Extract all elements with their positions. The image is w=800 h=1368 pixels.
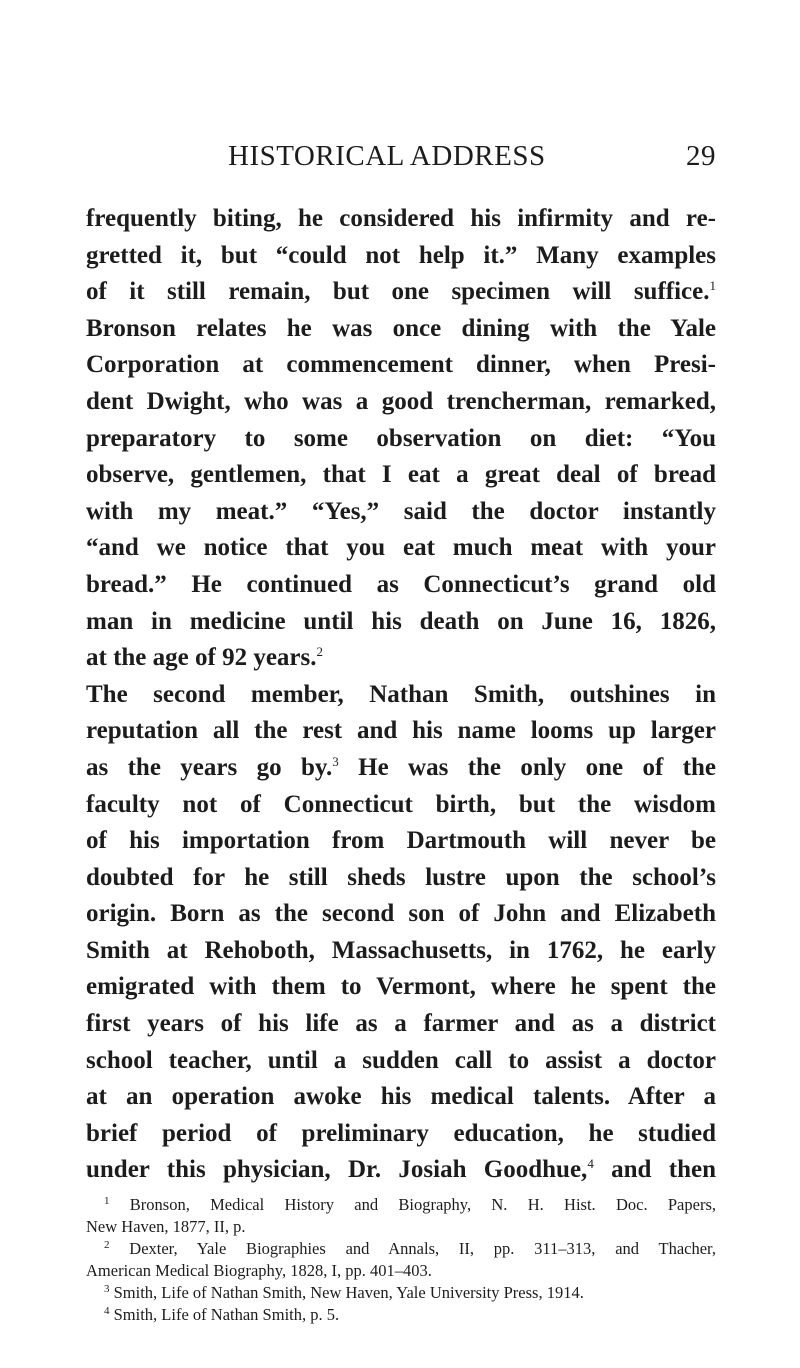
footnote-number: 1 <box>104 1195 110 1208</box>
footnote: $^4$ Smith, Life of Nathan Smith, p. 5. <box>104 1305 340 1325</box>
footnote-ref: 2 <box>316 644 323 660</box>
footnote-ref: 3 <box>332 753 339 769</box>
footnote-number: 3 <box>104 1283 110 1296</box>
footnote-continuation: New Haven, 1877, II, p. <box>86 1217 246 1237</box>
text-line: Bronson relates he was once dining with the Yale <box>86 314 716 342</box>
text-line: of his importation from Dartmouth will never be <box>86 827 716 855</box>
text-line: gretted it, but “could not help it.” Many examples <box>86 241 716 269</box>
text-line: The second member, Nathan Smith, outshines in <box>86 680 716 708</box>
footnote: $^3$ Smith, Life of Nathan Smith, New Haven, Yale University Press, 1914. <box>104 1283 584 1303</box>
text-line: Smith at Rehoboth, Massachusetts, in 1762, he early <box>86 936 716 964</box>
footnote-continuation: American Medical Biography, 1828, I, pp. 401–403. <box>86 1261 432 1281</box>
text-line: school teacher, until a sudden call to assist a doctor <box>86 1046 716 1074</box>
book-page <box>86 140 716 1326</box>
text-line: bread.” He continued as Connecticut’s grand old <box>86 570 716 598</box>
footnote-number: 2 <box>104 1239 110 1252</box>
text-line: as the years go by.$^3$ He was the only one of the <box>86 753 717 781</box>
text-line: brief period of preliminary education, he studied <box>86 1119 716 1147</box>
body-text <box>86 201 716 1189</box>
text-line: first years of his life as a farmer and as a district <box>86 1010 716 1038</box>
footnote-ref: 4 <box>587 1156 594 1172</box>
running-header <box>86 140 716 184</box>
text-line: origin. Born as the second son of John and Elizabeth <box>86 900 716 928</box>
running-title: HISTORICAL ADDRESS <box>228 140 546 172</box>
text-line: of it still remain, but one specimen will suffice.$^1$ <box>86 278 716 306</box>
text-line: man in medicine until his death on June 16, 1826, <box>86 607 716 635</box>
footnote-number: 4 <box>104 1305 110 1318</box>
footnote-ref: 1 <box>709 278 716 294</box>
footnote: $^2$ Dexter, Yale Biographies and Annals, II, pp. 311–313, and Thacher, <box>104 1239 717 1259</box>
text-line: observe, gentlemen, that I eat a great deal of bread <box>86 461 716 489</box>
text-line: under this physician, Dr. Josiah Goodhue,$^4$ and then <box>86 1156 716 1184</box>
text-line: reputation all the rest and his name looms up larger <box>86 717 716 745</box>
text-line: frequently biting, he considered his infirmity and re- <box>86 205 716 232</box>
text-line: at the age of 92 years.$^2$ <box>86 644 323 672</box>
footnote: $^1$ Bronson, Medical History and Biography, N. H. Hist. Doc. Papers, <box>104 1195 716 1215</box>
text-line: at an operation awoke his medical talents. After a <box>86 1083 716 1111</box>
footnotes <box>86 1194 716 1326</box>
text-line: doubted for he still sheds lustre upon the school’s <box>86 863 716 891</box>
text-line: “and we notice that you eat much meat with your <box>86 534 716 562</box>
text-line: with my meat.” “Yes,” said the doctor instantly <box>86 497 716 525</box>
page-number: 29 <box>686 140 716 172</box>
text-line: Corporation at commencement dinner, when Presi- <box>86 351 716 379</box>
text-line: dent Dwight, who was a good trencherman, remarked, <box>86 387 716 415</box>
text-line: preparatory to some observation on diet: “You <box>86 424 716 452</box>
text-line: emigrated with them to Vermont, where he spent the <box>86 973 716 1001</box>
text-line: faculty not of Connecticut birth, but the wisdom <box>86 790 716 818</box>
